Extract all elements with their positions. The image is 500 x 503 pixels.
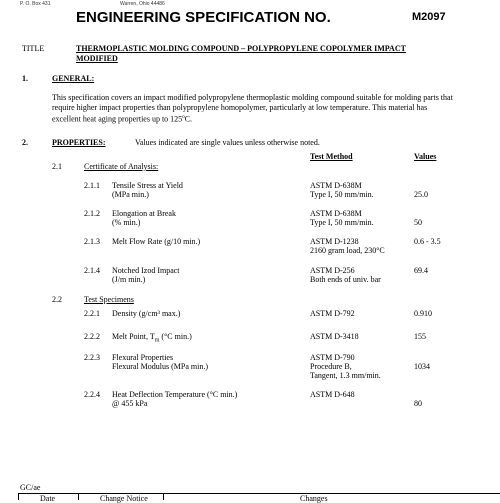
- po-box: P. O. Box 431: [20, 1, 51, 7]
- item-label: Flexural Properties: [112, 353, 174, 362]
- item-method: ASTM D-1238: [310, 237, 359, 246]
- item-method: ASTM D-648: [310, 390, 355, 399]
- properties-number: 2.: [22, 138, 28, 147]
- footer-table-border: [18, 493, 19, 500]
- footer-column-divider: [163, 493, 164, 500]
- properties-note: Values indicated are single values unless otherwise noted.: [135, 138, 320, 147]
- subsection-test-specimens: Test Specimens: [84, 295, 134, 304]
- item-method: ASTM D-792: [310, 309, 355, 318]
- item-method-detail: Procedure B,: [310, 362, 352, 371]
- item-method: ASTM D-790: [310, 353, 355, 362]
- footer-rule: [18, 493, 500, 494]
- item-value: 0.910: [414, 309, 432, 318]
- item-value: 155: [414, 332, 426, 341]
- item-number: 2.2.4: [84, 390, 100, 399]
- item-value: 1034: [414, 362, 430, 371]
- item-method: ASTM D-256: [310, 266, 355, 275]
- item-method-detail: Both ends of univ. bar: [310, 275, 381, 284]
- item-method: ASTM D-3418: [310, 332, 359, 341]
- item-method-detail: Type I, 50 mm/min.: [310, 218, 374, 227]
- item-label-condition: @ 455 kPa: [112, 399, 148, 408]
- item-value: 69.4: [414, 266, 428, 275]
- item-value: 0.6 - 3.5: [414, 237, 441, 246]
- footer-column-date: Date: [40, 494, 56, 503]
- general-text-line-1: This specification covers an impact modified polypropylene thermoplastic molding compound suitable for molding parts that: [52, 93, 453, 102]
- item-label-unit: (J/m min.): [112, 275, 146, 284]
- item-label: Tensile Stress at Yield: [112, 181, 183, 190]
- item-label: Elongation at Break: [112, 209, 176, 218]
- item-method-detail-2: Tangent, 1.3 mm/min.: [310, 371, 381, 380]
- item-number: 2.1.2: [84, 209, 100, 218]
- column-header-values: Values: [414, 152, 437, 161]
- item-method-detail: 2160 gram load, 230°C: [310, 246, 385, 255]
- title-line-1: THERMOPLASTIC MOLDING COMPOUND – POLYPROPYLENE COPOLYMER IMPACT: [76, 44, 406, 53]
- spec-number: M2097: [412, 11, 446, 23]
- subsection-number: 2.2: [52, 295, 62, 304]
- item-label-unit: (% min.): [112, 218, 141, 227]
- item-number: 2.2.1: [84, 309, 100, 318]
- city-address: Warren, Ohio 44486: [120, 1, 165, 7]
- item-method-detail: Type I, 50 mm/min.: [310, 190, 374, 199]
- item-number: 2.2.3: [84, 353, 100, 362]
- item-label-unit: (MPa min.): [112, 190, 149, 199]
- footer-column-changes: Changes: [300, 494, 328, 503]
- item-label: Notched Izod Impact: [112, 266, 180, 275]
- item-label: Melt Flow Rate (g/10 min.): [112, 237, 201, 246]
- title-label: TITLE: [22, 44, 45, 53]
- footer-column-change-notice: Change Notice: [100, 494, 148, 503]
- subsection-certificate: Certificate of Analysis:: [84, 162, 159, 171]
- spec-title: ENGINEERING SPECIFICATION NO.: [76, 9, 331, 26]
- item-value: 50: [414, 218, 422, 227]
- footer-initials: GC/ae: [20, 483, 41, 492]
- general-heading: GENERAL:: [52, 74, 95, 83]
- item-value: 80: [414, 399, 422, 408]
- general-number: 1.: [22, 74, 28, 83]
- footer-column-divider: [78, 493, 79, 500]
- item-number: 2.1.1: [84, 181, 100, 190]
- item-label: Density (g/cm³ max.): [112, 309, 181, 318]
- column-header-test-method: Test Method: [310, 152, 353, 161]
- general-text-line-3: excellent heat aging properties up to 125$^o$C.: [52, 114, 193, 124]
- item-number: 2.2.2: [84, 332, 100, 341]
- properties-heading: PROPERTIES:: [52, 138, 106, 147]
- subsection-number: 2.1: [52, 162, 62, 171]
- item-value: 25.0: [414, 190, 428, 199]
- item-label: Melt Point, $T_m$ (°C min.): [112, 332, 192, 344]
- item-number: 2.1.4: [84, 266, 100, 275]
- item-label-sub: Flexural Modulus (MPa min.): [112, 362, 208, 371]
- item-method: ASTM D-638M: [310, 181, 362, 190]
- general-text-line-2: require higher impact properties than polypropylene homopolymer, particularly at low temperature. This material has: [52, 103, 428, 112]
- item-number: 2.1.3: [84, 237, 100, 246]
- item-label: Heat Deflection Temperature (°C min.): [112, 390, 238, 399]
- title-line-2: MODIFIED: [76, 54, 118, 63]
- item-method: ASTM D-638M: [310, 209, 362, 218]
